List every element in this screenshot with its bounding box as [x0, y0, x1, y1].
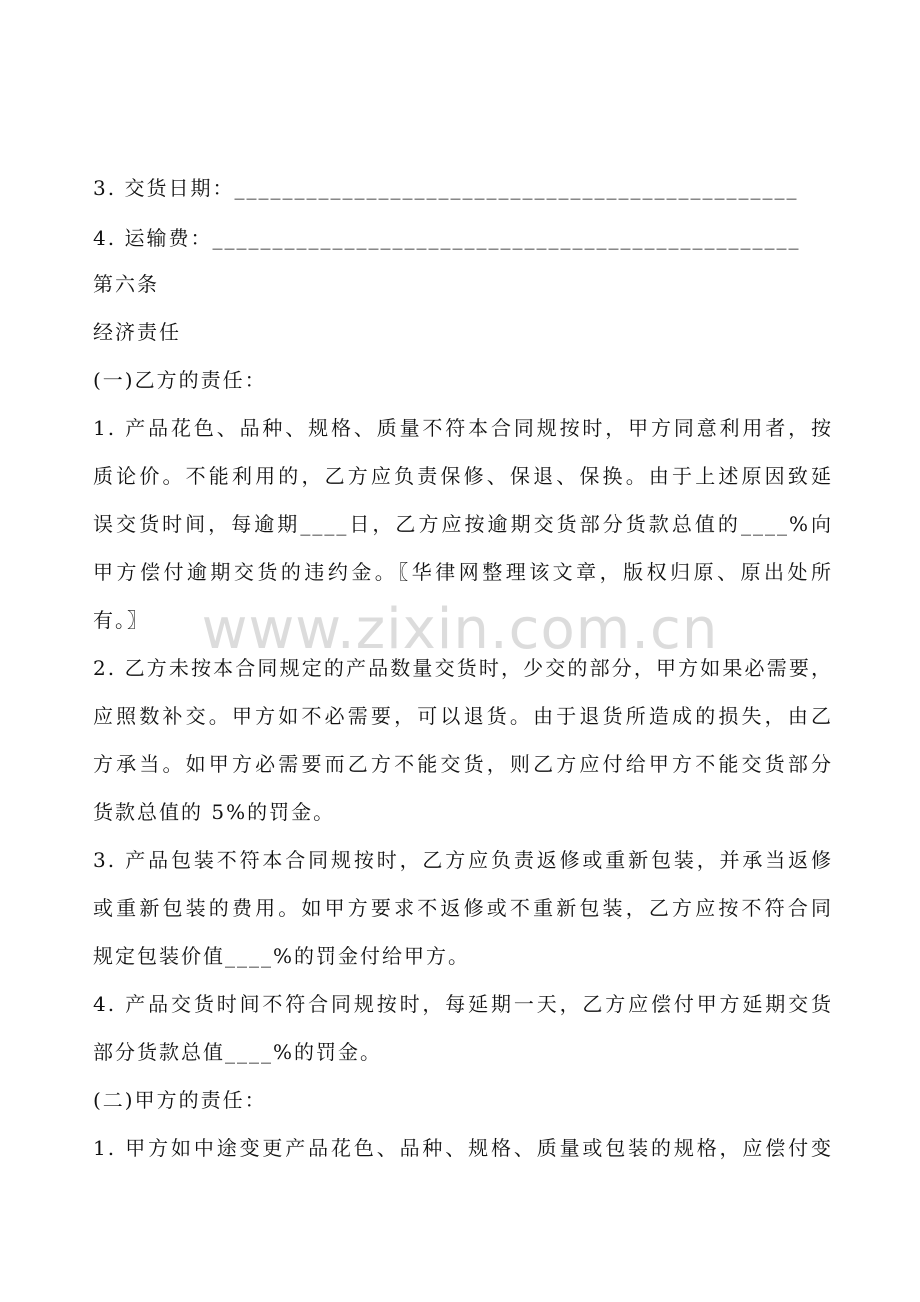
- paragraph-line: 有。〗: [93, 608, 149, 632]
- delivery-date-line: 3. 交货日期：_______________________________________________: [93, 176, 799, 200]
- paragraph-line: 2. 乙方未按本合同规定的产品数量交货时，少交的部分，甲方如果必需要，: [93, 656, 833, 680]
- paragraph-line: 4. 产品交货时间不符合同规按时，每延期一天，乙方应偿付甲方延期交货: [93, 992, 833, 1016]
- article-six-heading: 第六条: [93, 272, 159, 296]
- paragraph-line: 货款总值的 5%的罚金。: [93, 800, 336, 824]
- paragraph-line: 甲方偿付逾期交货的违约金。〖华律网整理该文章，版权归原、原出处所: [93, 560, 833, 584]
- paragraph-line: 质论价。不能利用的，乙方应负责保修、保退、保换。由于上述原因致延: [93, 464, 833, 488]
- paragraph-line: 误交货时间，每逾期____日，乙方应按逾期交货部分货款总值的____%向: [93, 512, 833, 536]
- paragraph-line: 部分货款总值____%的罚金。: [93, 1040, 383, 1064]
- paragraph-line: 规定包装价值____%的罚金付给甲方。: [93, 944, 471, 968]
- watermark: www.zixin.com.cn: [201, 597, 719, 662]
- party-b-liability-heading: (一)乙方的责任：: [93, 368, 267, 392]
- economic-liability-heading: 经济责任: [93, 320, 181, 344]
- paragraph-line: 1. 产品花色、品种、规格、质量不符本合同规按时，甲方同意利用者，按: [93, 416, 833, 440]
- paragraph-line: 或重新包装的费用。如甲方要求不返修或不重新包装，乙方应按不符合同: [93, 896, 833, 920]
- paragraph-line: 1. 甲方如中途变更产品花色、品种、规格、质量或包装的规格，应偿付变: [93, 1136, 833, 1160]
- party-a-liability-heading: (二)甲方的责任：: [93, 1088, 267, 1112]
- paragraph-line: 应照数补交。甲方如不必需要，可以退货。由于退货所造成的损失，由乙: [93, 704, 833, 728]
- transport-fee-line: 4. 运输费：_________________________________________________: [93, 226, 801, 250]
- paragraph-line: 方承当。如甲方必需要而乙方不能交货，则乙方应付给甲方不能交货部分: [93, 752, 833, 776]
- paragraph-line: 3. 产品包装不符本合同规按时，乙方应负责返修或重新包装，并承当返修: [93, 848, 833, 872]
